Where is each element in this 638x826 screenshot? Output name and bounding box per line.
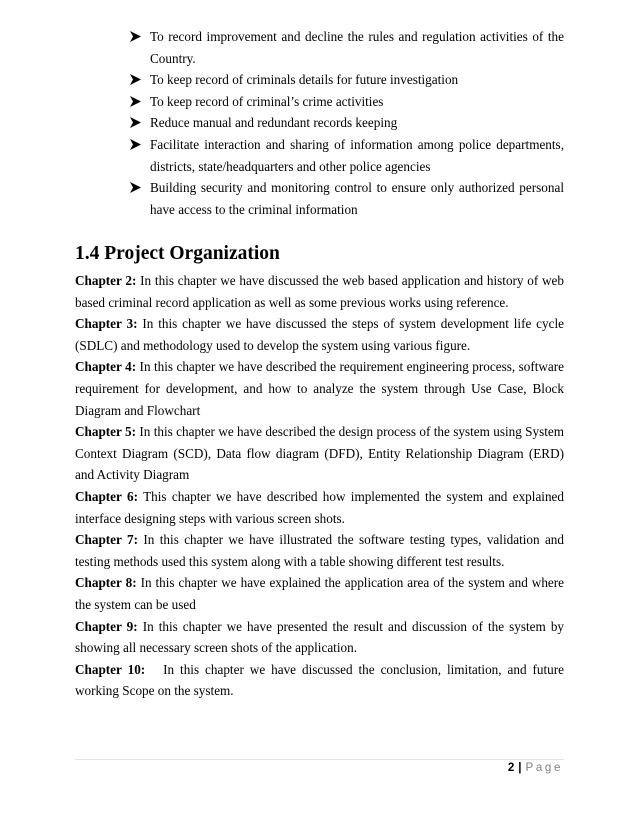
section-heading: 1.4 Project Organization (75, 243, 280, 264)
arrowhead-bullet-icon (130, 74, 141, 85)
chapter-paragraph (75, 572, 564, 615)
chapter-description: This chapter we have described how implemented the system and explained interface designing steps with various screen shots. (75, 488, 564, 526)
page-number: 2 (507, 761, 515, 774)
page-footer (508, 760, 563, 776)
list-item-text: To keep record of criminal’s crime activities (150, 93, 384, 109)
list-item-text: Facilitate interaction and sharing of information among police departments, districts, state/headquarters and other police agencies (150, 136, 564, 174)
chapter-label: Chapter 2: (75, 273, 137, 288)
footer-separator: | (518, 761, 522, 774)
arrowhead-bullet-icon (130, 96, 141, 107)
chapter-label: Chapter 9: (75, 618, 138, 634)
chapter-description: In this chapter we have illustrated the software testing types, validation and testing methods used this system along with a table showing different test results. (75, 532, 564, 569)
chapter-description: In this chapter we have discussed the steps of system development life cycle (SDLC) and methodology used to develop the system using various figure. (75, 316, 564, 353)
chapter-paragraph (75, 313, 564, 356)
objectives-bullet-list (128, 26, 564, 220)
chapter-paragraph (75, 356, 564, 421)
list-item (128, 177, 564, 220)
arrowhead-bullet-icon (130, 117, 141, 128)
list-item-text: To record improvement and decline the rules and regulation activities of the Country. (150, 29, 564, 66)
list-item (128, 112, 564, 134)
chapter-paragraph (75, 486, 564, 529)
chapter-label: Chapter 6: (75, 488, 138, 504)
chapter-paragraph (75, 616, 564, 659)
arrowhead-bullet-icon (130, 182, 141, 193)
list-item (128, 91, 564, 113)
list-item (128, 134, 564, 177)
chapter-label: Chapter 8: (75, 575, 137, 591)
chapter-label: Chapter 3: (75, 316, 138, 332)
chapter-paragraph (75, 659, 568, 702)
chapter-description: In this chapter we have presented the result and discussion of the system by showing all necessary screen shots of the application. (75, 618, 565, 656)
page-word: Page (525, 761, 563, 774)
chapter-label: Chapter 4: (75, 359, 137, 375)
list-item-text: To keep record of criminals details for future investigation (150, 72, 459, 88)
list-item-text: Building security and monitoring control to ensure only authorized personal have access to the criminal information (150, 180, 564, 217)
arrowhead-bullet-icon (130, 31, 141, 42)
chapter-description: In this chapter we have described the requirement engineering process, software requirement for development, and how to analyze the system through Use Case, Block Diagram and Flowchart (75, 359, 564, 418)
chapter-paragraph (75, 529, 564, 572)
chapter-description: In this chapter we have discussed the web based application and history of web based criminal record application as well as some previous works using reference. (75, 273, 564, 310)
chapter-description: In this chapter we have described the design process of the system using System Context Diagram (SCD), Data flow diagram (DFD), Entity Relationship Diagram (ERD) and Activity Diagram (75, 424, 565, 483)
footer-divider (75, 759, 564, 760)
chapter-summaries (75, 270, 568, 702)
list-item (128, 26, 564, 69)
chapter-description: In this chapter we have discussed the conclusion, limitation, and future working Scope on the system. (75, 661, 568, 699)
list-item-text: Reduce manual and redundant records keeping (150, 115, 398, 131)
chapter-label: Chapter 7: (75, 532, 139, 548)
chapter-label: Chapter 5: (75, 424, 136, 440)
chapter-paragraph (75, 270, 564, 313)
arrowhead-bullet-icon (130, 139, 141, 150)
list-item (128, 69, 564, 91)
chapter-label: Chapter 10: (75, 661, 146, 677)
chapter-description: In this chapter we have explained the application area of the system and where the system can be used (75, 575, 565, 612)
chapter-paragraph (75, 421, 564, 486)
